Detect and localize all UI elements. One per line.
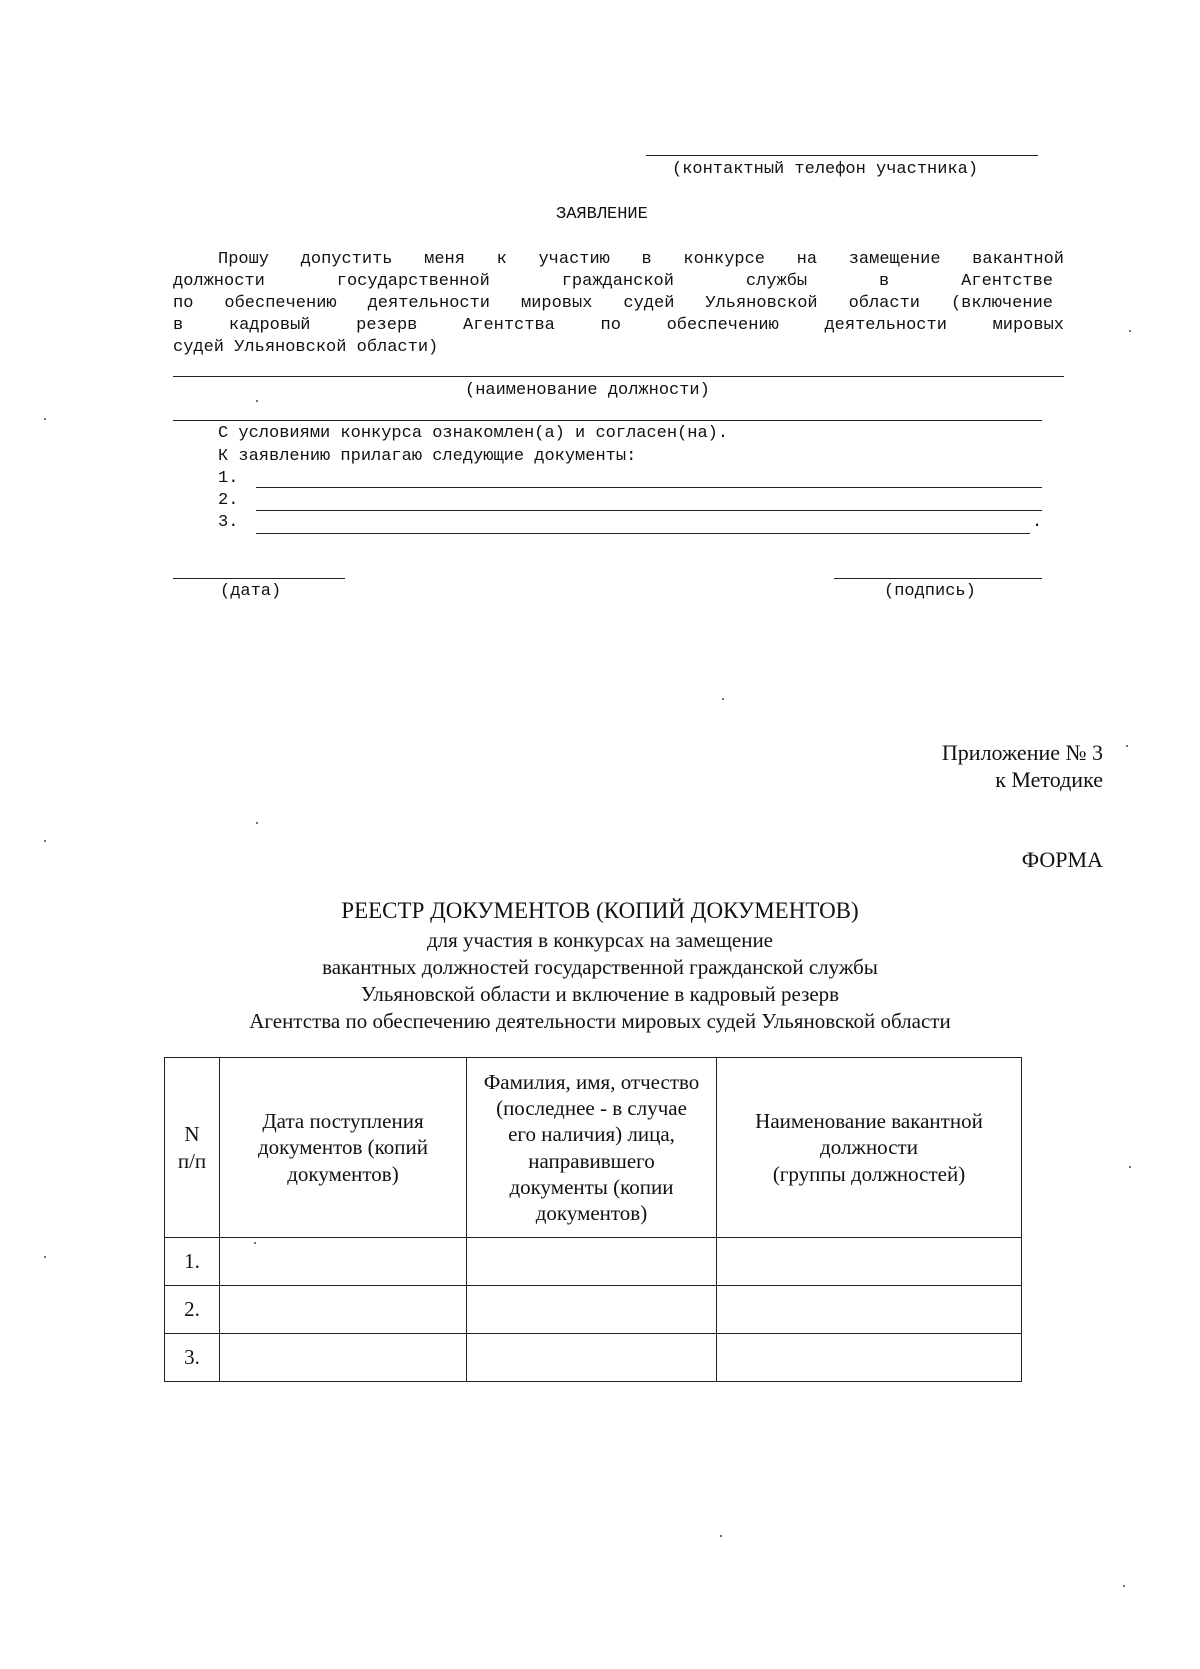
body-line-1: Прошу допустить меня к участию в конкурсе на замещение вакантной	[218, 250, 1064, 269]
scan-speck	[256, 400, 258, 402]
date-caption: (дата)	[220, 582, 282, 601]
body-line-3: по обеспечению деятельности мировых судей Ульяновской области (включение	[173, 294, 1053, 313]
date-cell[interactable]	[220, 1286, 467, 1334]
scan-speck	[256, 822, 258, 824]
register-title: РЕЕСТР ДОКУМЕНТОВ (КОПИЙ ДОКУМЕНТОВ)	[341, 898, 859, 923]
register-subtitle-3: Ульяновской области и включение в кадровый резерв	[360, 982, 840, 1006]
doc-line-1	[256, 487, 1042, 488]
attach-text: К заявлению прилагаю следующие документы:	[218, 447, 637, 466]
register-table	[164, 1057, 1022, 1382]
application-title: ЗАЯВЛЕНИЕ	[556, 205, 648, 224]
doc-item-1: 1.	[218, 469, 239, 488]
table-row	[165, 1286, 1022, 1334]
position-cell[interactable]	[717, 1238, 1022, 1286]
phone-caption: (контактный телефон участника)	[672, 160, 979, 179]
row-number: 1.	[165, 1238, 220, 1286]
body-line-5: судей Ульяновской области)	[173, 338, 439, 357]
register-subtitle-1: для участия в конкурсах на замещение	[426, 928, 774, 952]
row-number: 2.	[165, 1286, 220, 1334]
doc-line-3	[256, 533, 1030, 534]
table-row	[165, 1238, 1022, 1286]
row-number: 3.	[165, 1334, 220, 1382]
doc-line-2	[256, 510, 1042, 511]
position-cell[interactable]	[717, 1286, 1022, 1334]
position-line	[173, 376, 1064, 377]
appendix-line-2: к Методике	[995, 767, 1103, 792]
body-line-4: в кадровый резерв Агентства по обеспечению деятельности мировых	[173, 316, 1064, 335]
doc-line-3-period: .	[1032, 513, 1043, 532]
position-line-2	[173, 420, 1042, 421]
signature-caption: (подпись)	[884, 582, 976, 601]
scan-speck	[1129, 1166, 1131, 1168]
date-line	[173, 578, 345, 579]
scan-speck	[254, 1242, 256, 1244]
name-cell[interactable]	[467, 1286, 717, 1334]
position-cell[interactable]	[717, 1334, 1022, 1382]
doc-item-2: 2.	[218, 491, 239, 510]
col-number-header: N п/п	[165, 1058, 220, 1238]
scan-speck	[720, 1535, 722, 1537]
form-label: ФОРМА	[1021, 847, 1103, 872]
col-date-header: Дата поступления документов (копий документов)	[220, 1058, 467, 1238]
name-cell[interactable]	[467, 1334, 717, 1382]
col-name-header: Фамилия, имя, отчество (последнее - в случае его наличия) лица, направившего документы (копии документов)	[467, 1058, 717, 1238]
scan-speck	[44, 418, 46, 420]
scan-speck	[1123, 1585, 1125, 1587]
col-position-header: Наименование вакантной должности (группы должностей)	[717, 1058, 1022, 1238]
agree-text: С условиями конкурса ознакомлен(а) и согласен(на).	[218, 424, 729, 443]
register-header-row	[165, 1058, 1022, 1238]
register-subtitle-2: вакантных должностей государственной гражданской службы	[322, 955, 878, 979]
date-cell[interactable]	[220, 1334, 467, 1382]
name-cell[interactable]	[467, 1238, 717, 1286]
phone-line	[646, 155, 1038, 156]
scan-speck	[44, 1256, 46, 1258]
scan-speck	[1129, 330, 1131, 332]
signature-line	[834, 578, 1042, 579]
doc-item-3: 3.	[218, 513, 239, 532]
scan-speck	[44, 840, 46, 842]
position-caption: (наименование должности)	[465, 381, 710, 400]
register-subtitle-4: Агентства по обеспечению деятельности мировых судей Ульяновской области	[249, 1009, 951, 1033]
scan-speck	[722, 698, 724, 700]
body-line-2: должности государственной гражданской службы в Агентстве	[173, 272, 1053, 291]
date-cell[interactable]	[220, 1238, 467, 1286]
appendix-line-1: Приложение № 3	[941, 740, 1103, 765]
scan-speck	[1126, 745, 1128, 747]
table-row	[165, 1334, 1022, 1382]
